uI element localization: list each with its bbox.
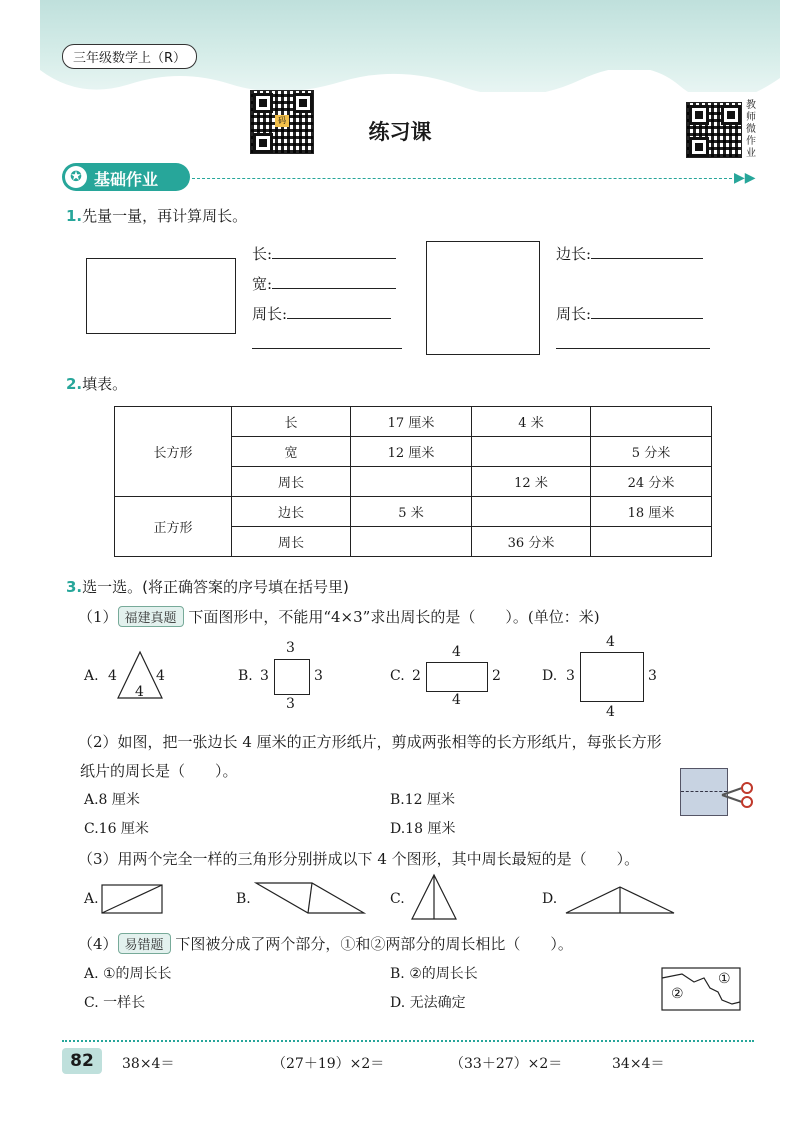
- footer-divider: [62, 1040, 754, 1042]
- q3-3-text: （3）用两个完全一样的三角形分别拼成以下 4 个图形，其中周长最短的是（ ）。: [78, 850, 640, 868]
- square-label: 正方形: [115, 497, 232, 557]
- table-row: 宽 12 厘米 5 分米: [115, 437, 712, 467]
- q1-square-answer-line: [556, 348, 710, 349]
- banner-wave: [40, 70, 780, 100]
- qr-code-right[interactable]: [686, 102, 742, 158]
- figure-a-rectangle-diag: [100, 883, 166, 917]
- rectangle-d-figure: [580, 652, 644, 702]
- q3-1-text: （1） 福建真题 下面图形中，不能用“4×3”求出周长的是（ ）。(单位：米): [78, 608, 600, 626]
- lightbulb-icon: ✪: [65, 166, 87, 188]
- section-title: 基础作业: [94, 170, 159, 189]
- q3-3-opt-b[interactable]: B.: [236, 891, 251, 907]
- q1-square-perimeter: 周长:: [556, 303, 703, 324]
- figure-b-parallelogram: [254, 881, 366, 917]
- q3-prompt: 3.选一选。(将正确答案的序号填在括号里): [66, 578, 349, 596]
- rect-label: 长方形: [115, 407, 232, 497]
- q3-4-opt-c[interactable]: C. 一样长: [84, 995, 146, 1011]
- calc-3: （33＋27）×2＝: [450, 1056, 563, 1072]
- q1-square: [426, 241, 540, 355]
- arrow-icon: ▶▶: [734, 170, 756, 186]
- q3-4-opt-a[interactable]: A. ①的周长长: [84, 966, 172, 982]
- side-label: 教师微作业: [746, 100, 756, 159]
- page-number: 82: [62, 1048, 102, 1074]
- calc-4: 34×4＝: [612, 1056, 665, 1072]
- table-row: 周长 36 分米: [115, 527, 712, 557]
- part-2-label: ②: [671, 986, 684, 1002]
- qr-center-mark: 码: [275, 115, 289, 127]
- q3-1-opt-d[interactable]: D.: [542, 668, 558, 684]
- q3-3-opt-a[interactable]: A.: [84, 891, 99, 907]
- q1-rect-length: 长:: [252, 243, 396, 264]
- page-title: 练习课: [368, 120, 432, 144]
- scissors-icon: [720, 780, 756, 810]
- table-row: 周长 12 米 24 分米: [115, 467, 712, 497]
- q3-2-opt-d[interactable]: D.18 厘米: [390, 821, 456, 837]
- q3-2-opt-c[interactable]: C.16 厘米: [84, 821, 149, 837]
- tag-fujian: 福建真题: [118, 606, 184, 627]
- figure-c-tall-triangle: [406, 873, 462, 923]
- q1-rectangle: [86, 258, 236, 334]
- q3-3-opt-c[interactable]: C.: [390, 891, 405, 907]
- table-row: 长方形 长 17 厘米 4 米: [115, 407, 712, 437]
- section-badge: [62, 163, 190, 191]
- q3-1-opt-c[interactable]: C.: [390, 668, 405, 684]
- q3-1-opt-b[interactable]: B.: [238, 668, 253, 684]
- q3-1-opt-a[interactable]: A.: [84, 668, 99, 684]
- part-1-label: ①: [718, 971, 731, 987]
- figure-d-wide-triangle: [564, 883, 676, 917]
- q1-rect-perimeter: 周长:: [252, 303, 391, 324]
- q2-prompt: 2.填表。: [66, 375, 128, 393]
- q3-4-opt-b[interactable]: B. ②的周长长: [390, 966, 478, 982]
- calc-1: 38×4＝: [122, 1056, 175, 1072]
- q3-2-opt-a[interactable]: A.8 厘米: [84, 792, 140, 808]
- q1-rect-width: 宽:: [252, 273, 396, 294]
- fill-table: [114, 406, 712, 557]
- small-square-figure: [274, 659, 310, 695]
- grade-tag: 三年级数学上（R）: [62, 44, 197, 69]
- q3-2-opt-b[interactable]: B.12 厘米: [390, 792, 456, 808]
- q1-square-side: 边长:: [556, 243, 703, 264]
- tag-error-prone: 易错题: [118, 933, 171, 954]
- q3-4-text: （4） 易错题 下图被分成了两个部分，①和②两部分的周长相比（ ）。: [78, 935, 573, 953]
- calc-2: （27＋19）×2＝: [272, 1056, 385, 1072]
- q1-prompt: 1.先量一量，再计算周长。: [66, 207, 248, 225]
- q3-4-opt-d[interactable]: D. 无法确定: [390, 995, 466, 1011]
- table-row: 正方形 边长 5 米 18 厘米: [115, 497, 712, 527]
- section-divider: [192, 178, 732, 179]
- q3-2-text1: （2）如图，把一张边长 4 厘米的正方形纸片，剪成两张相等的长方形纸片，每张长方形: [78, 733, 662, 751]
- q3-2-text2: 纸片的周长是（ ）。: [80, 762, 238, 780]
- rectangle-c-figure: [426, 662, 488, 692]
- q1-rect-answer-line: [252, 348, 402, 349]
- q3-3-opt-d[interactable]: D.: [542, 891, 558, 907]
